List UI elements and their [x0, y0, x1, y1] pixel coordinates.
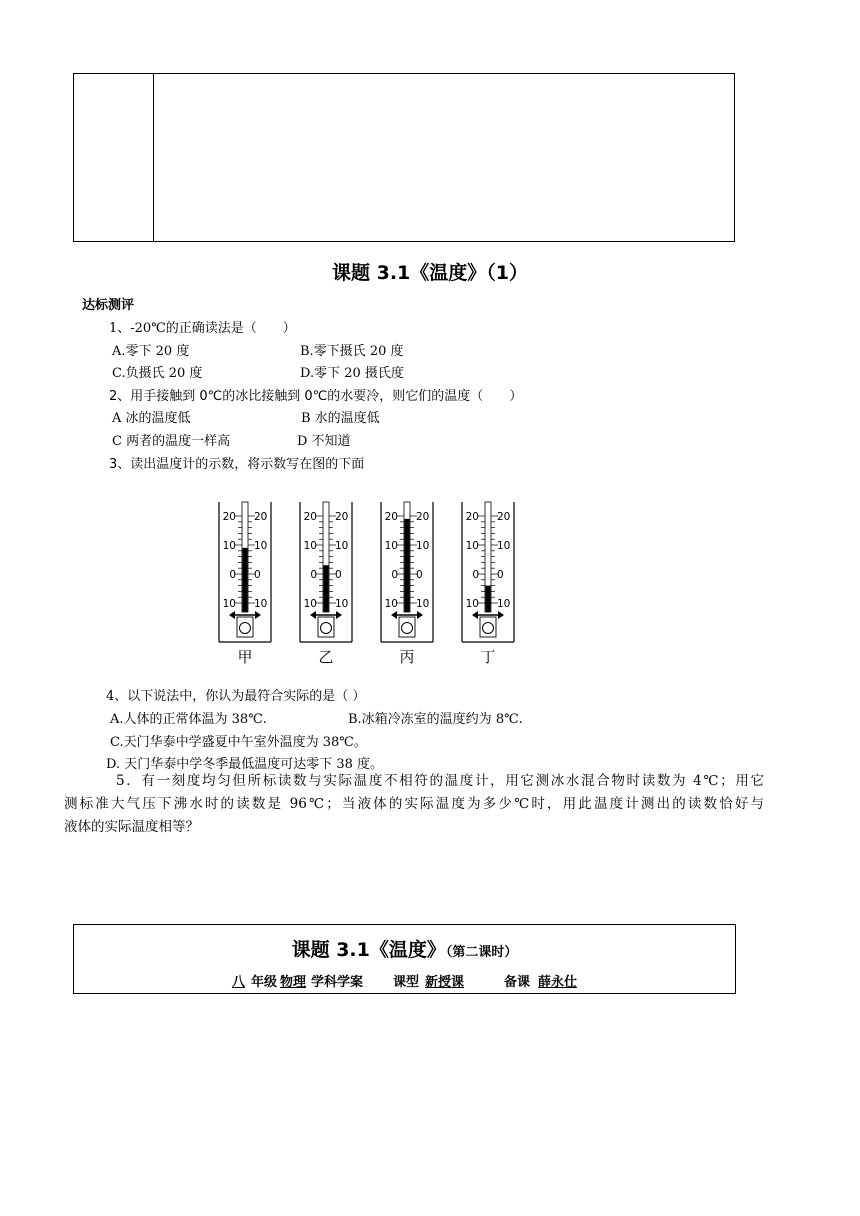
table-divider	[153, 74, 154, 241]
q5-paragraph	[64, 770, 764, 839]
scale-label: 20	[465, 511, 479, 523]
scale-label: 0	[497, 569, 504, 581]
scale-label: 0	[254, 569, 261, 581]
q5-line2: 测标准大气压下沸水时的读数是 96℃；当液体的实际温度为多少℃时，用此温度计测出的读数恰好与	[64, 796, 764, 812]
scale-label: 0	[310, 569, 317, 581]
scale-label: 10	[465, 540, 479, 552]
q4-option-d: D. 天门华泰中学冬季最低温度可达零下 38 度。	[106, 757, 384, 772]
lesson2-info-row	[74, 971, 735, 990]
scale-label: 10	[416, 598, 430, 610]
grade-suffix: 年级	[250, 975, 277, 990]
q4-option-b: B.冰箱冷冻室的温度约为 8℃.	[348, 712, 523, 727]
scale-label: 10	[384, 598, 398, 610]
scale-label: 10	[222, 598, 236, 610]
scale-label: 10	[335, 540, 349, 552]
lesson2-title: 课题 3.1《温度》	[291, 939, 446, 961]
scale-label: 10	[497, 598, 511, 610]
scale-label: 10	[416, 540, 430, 552]
lesson2-header-box	[73, 924, 736, 994]
lesson2-title-row	[74, 935, 735, 962]
thermometer-label: 丁	[480, 648, 496, 666]
scale-label: 10	[254, 540, 268, 552]
scale-label: 20	[254, 511, 268, 523]
scale-label: 0	[335, 569, 342, 581]
scale-label: 10	[497, 540, 511, 552]
type-value: 新授课	[425, 975, 465, 990]
scale-label: 10	[254, 598, 268, 610]
type-label: 课型	[393, 975, 420, 990]
thermometer	[381, 502, 433, 666]
liquid-column	[243, 548, 248, 612]
thermometer	[300, 502, 352, 666]
scale-label: 20	[416, 511, 430, 523]
scale-label: 10	[222, 540, 236, 552]
scale-label: 10	[303, 540, 317, 552]
scale-label: 20	[384, 511, 398, 523]
thermometer	[462, 502, 514, 666]
thermometer	[219, 502, 271, 666]
q2-option-a: A 冰的温度低	[112, 411, 191, 426]
thermometer-label: 乙	[318, 648, 334, 666]
q2-option-d: D 不知道	[297, 434, 351, 449]
scale-label: 20	[303, 511, 317, 523]
scale-label: 10	[465, 598, 479, 610]
q1-option-c: C.负摄氏 20 度	[112, 366, 203, 381]
q1-option-b: B.零下摄氏 20 度	[300, 344, 404, 359]
q4-option-c: C.天门华泰中学盛夏中午室外温度为 38℃。	[110, 735, 367, 750]
scale-label: 20	[222, 511, 236, 523]
scale-label: 0	[229, 569, 236, 581]
prep-value: 薛永仕	[538, 975, 578, 990]
subject-suffix: 学科学案	[310, 975, 363, 990]
scale-label: 20	[497, 511, 511, 523]
scale-label: 10	[384, 540, 398, 552]
scale-label: 0	[416, 569, 423, 581]
section-heading: 达标测评	[82, 298, 135, 313]
q2-option-c: C 两者的温度一样高	[112, 434, 231, 449]
grade-value: 八	[231, 975, 245, 990]
q2-option-b: B 水的温度低	[301, 411, 380, 426]
q3-stem: 3、读出温度计的示数，将示数写在图的下面	[109, 457, 365, 472]
q5-line1: 5．有一刻度均匀但所标读数与实际温度不相符的温度计，用它测冰水混合物时读数为 4℃；用它	[116, 773, 764, 789]
thermometer-label: 甲	[237, 648, 253, 666]
q4-option-a: A.人体的正常体温为 38℃.	[110, 712, 267, 727]
q2-stem: 2、用手接触到 0℃的冰比接触到 0℃的水要冷，则它们的温度（ ）	[109, 389, 523, 404]
prep-label: 备课	[504, 975, 531, 990]
scale-label: 20	[335, 511, 349, 523]
header-table	[73, 73, 735, 242]
liquid-column	[405, 519, 410, 612]
lesson2-subtitle: （第二课时）	[445, 945, 518, 960]
thermometer-label: 丙	[399, 648, 415, 666]
q5-line3: 液体的实际温度相等？	[64, 819, 199, 835]
liquid-column	[324, 565, 329, 612]
lesson1-title: 课题 3.1《温度》（1）	[332, 262, 528, 284]
scale-label: 10	[303, 598, 317, 610]
scale-label: 10	[335, 598, 349, 610]
subject-value: 物理	[279, 975, 306, 990]
liquid-column	[486, 586, 491, 612]
q1-option-a: A.零下 20 度	[112, 344, 190, 359]
thermometer-figure	[205, 498, 535, 670]
scale-label: 0	[472, 569, 479, 581]
q1-option-d: D.零下 20 摄氏度	[300, 366, 404, 381]
q1-stem: 1、-20℃的正确读法是（ ）	[109, 321, 296, 336]
q4-stem: 4、以下说法中，你认为最符合实际的是（ ）	[106, 689, 366, 704]
scale-label: 0	[391, 569, 398, 581]
